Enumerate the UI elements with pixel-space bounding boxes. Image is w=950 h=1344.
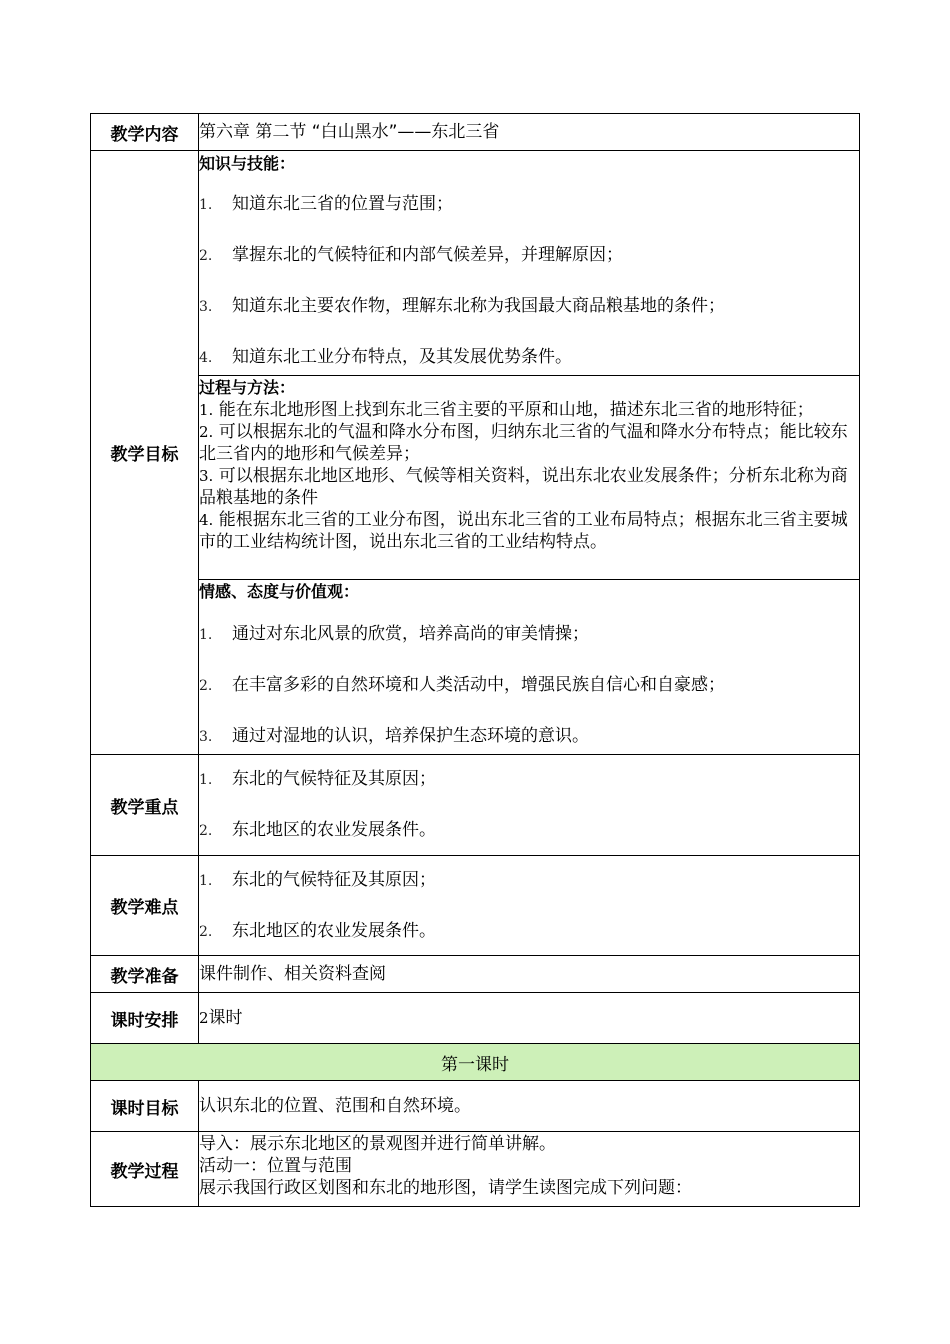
list-item	[199, 725, 859, 748]
list-item	[199, 465, 859, 509]
list-text: 东北地区的农业发展条件。	[232, 920, 436, 941]
row-process	[91, 1132, 860, 1207]
label-teaching-content: 教学内容	[91, 114, 199, 151]
row-lesson1-header	[91, 1044, 860, 1081]
goals-process-cell	[199, 376, 860, 580]
list-item	[199, 819, 859, 842]
list-text: 可以根据东北的气温和降水分布图，归纳东北三省的气温和降水分布特点；能比较东北三省内的地形和气候差异；	[199, 422, 848, 464]
row-preparation	[91, 956, 860, 993]
lesson-goal-value: 认识东北的位置、范围和自然环境。	[199, 1081, 860, 1132]
label-difficulties: 教学难点	[91, 856, 199, 956]
list-item	[199, 193, 859, 216]
label-process: 教学过程	[91, 1132, 199, 1207]
list-item	[199, 509, 859, 553]
key-points-cell	[199, 755, 860, 856]
list-text: 能在东北地形图上找到东北三省主要的平原和山地，描述东北三省的地形特征；	[218, 400, 814, 420]
row-goals-knowledge	[91, 151, 860, 376]
knowledge-heading: 知识与技能：	[199, 154, 296, 173]
list-item	[199, 869, 859, 892]
list-item	[199, 768, 859, 791]
label-teaching-goals: 教学目标	[91, 151, 199, 755]
label-lesson-goal: 课时目标	[91, 1081, 199, 1132]
lesson1-title: 第一课时	[91, 1044, 860, 1081]
row-schedule	[91, 993, 860, 1044]
list-item	[199, 623, 859, 646]
process-line: 活动一：位置与范围	[199, 1156, 352, 1176]
list-number: 1.	[199, 627, 213, 643]
list-text: 知道东北三省的位置与范围；	[232, 194, 453, 214]
process-line: 展示我国行政区划图和东北的地形图，请学生读图完成下列问题：	[199, 1178, 692, 1198]
list-text: 东北地区的农业发展条件。	[232, 820, 436, 840]
list-item	[199, 674, 859, 697]
list-number: 1.	[199, 872, 213, 889]
list-number: 4.	[199, 511, 214, 529]
row-teaching-content	[91, 114, 860, 151]
process-heading: 过程与方法：	[199, 378, 296, 397]
label-preparation: 教学准备	[91, 956, 199, 993]
list-item	[199, 421, 859, 465]
list-number: 4.	[199, 350, 213, 366]
list-text: 知道东北工业分布特点，及其发展优势条件。	[232, 347, 572, 367]
list-text: 东北的气候特征及其原因；	[232, 869, 436, 890]
row-difficulties	[91, 856, 860, 956]
list-number: 2.	[199, 423, 214, 441]
list-number: 2.	[199, 823, 213, 839]
list-text: 能根据东北三省的工业分布图，说出东北三省的工业布局特点；根据东北三省主要城市的工业结构统计图，说出东北三省的工业结构特点。	[199, 510, 848, 552]
row-goals-process	[91, 376, 860, 580]
row-key-points	[91, 755, 860, 856]
list-item	[199, 244, 859, 267]
schedule-unit: 课时	[208, 1008, 243, 1028]
list-number: 3.	[199, 299, 213, 315]
list-number: 3.	[199, 467, 214, 485]
list-item	[199, 399, 859, 421]
preparation-value: 课件制作、相关资料查阅	[199, 956, 860, 993]
list-text: 掌握东北的气候特征和内部气候差异，并理解原因；	[232, 245, 623, 265]
process-line: 导入：展示东北地区的景观图并进行简单讲解。	[199, 1134, 556, 1154]
list-number: 1.	[199, 401, 214, 419]
schedule-number: 2	[199, 1009, 209, 1027]
lesson-plan-table	[90, 113, 860, 1207]
schedule-cell	[199, 993, 860, 1044]
list-item	[199, 920, 859, 943]
goals-attitude-cell	[199, 580, 860, 755]
list-number: 1.	[199, 197, 213, 213]
list-number: 2.	[199, 248, 213, 264]
list-text: 通过对湿地的认识，培养保护生态环境的意识。	[232, 726, 589, 746]
list-item	[199, 346, 859, 369]
list-number: 2.	[199, 678, 213, 694]
list-number: 3.	[199, 729, 213, 745]
teaching-content-value: 第六章 第二节 “白山黑水”——东北三省	[199, 114, 860, 151]
list-number: 2.	[199, 923, 213, 940]
difficulties-cell	[199, 856, 860, 956]
list-item	[199, 295, 859, 318]
list-number: 1.	[199, 772, 213, 788]
row-lesson-goal	[91, 1081, 860, 1132]
list-text: 可以根据东北地区地形、气候等相关资料，说出东北农业发展条件；分析东北称为商品粮基地的条件	[199, 466, 848, 508]
attitude-heading: 情感、态度与价值观：	[199, 582, 360, 601]
goals-knowledge-cell	[199, 151, 860, 376]
list-text: 通过对东北风景的欣赏，培养高尚的审美情操；	[232, 624, 589, 644]
row-goals-attitude	[91, 580, 860, 755]
label-schedule: 课时安排	[91, 993, 199, 1044]
process-cell	[199, 1132, 860, 1207]
list-text: 知道东北主要农作物，理解东北称为我国最大商品粮基地的条件；	[232, 296, 725, 316]
list-text: 东北的气候特征及其原因；	[232, 769, 436, 789]
label-key-points: 教学重点	[91, 755, 199, 856]
list-text: 在丰富多彩的自然环境和人类活动中，增强民族自信心和自豪感；	[232, 675, 725, 695]
